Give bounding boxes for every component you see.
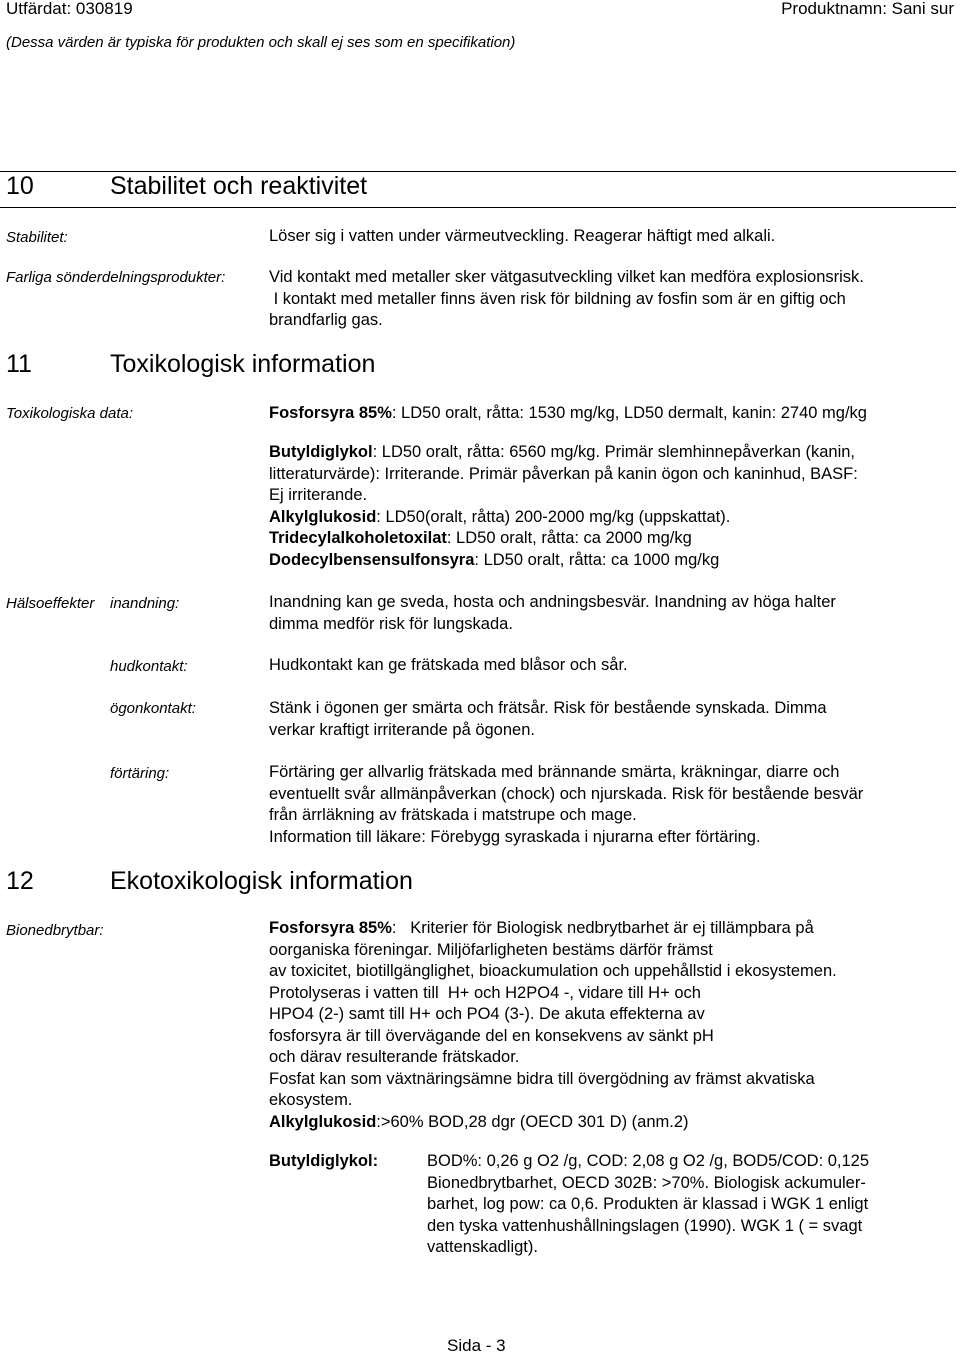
stability-label: Stabilitet:: [6, 229, 68, 246]
section-12-number: 12: [6, 867, 34, 895]
eco-line: ekosystem.: [269, 1091, 353, 1109]
substance-value: : Kriterier för Biologisk nedbrytbarhet är ej tillämpbara på: [391, 919, 814, 937]
substance-name: Butyldiglykol: [269, 443, 373, 461]
inhalation-line: dimma medför risk för lungskada.: [269, 614, 513, 633]
inhalation-text: [269, 592, 836, 635]
tox-substances: [269, 442, 858, 571]
eye-label: ögonkontakt:: [110, 700, 196, 717]
section-11-number: 11: [6, 350, 32, 378]
substance-value: : LD50 oralt, råtta: 1530 mg/kg, LD50 dermalt, kanin: 2740 mg/kg: [391, 404, 867, 422]
hazard-line: I kontakt med metaller finns även risk för bildning av fosfin som är en giftig och: [269, 289, 846, 308]
skin-label: hudkontakt:: [110, 658, 188, 675]
hazard-text: [269, 267, 864, 332]
section-10-number: 10: [6, 172, 34, 200]
eco-line: HPO4 (2-) samt till H+ och PO4 (3-). De akuta effekterna av: [269, 1005, 705, 1023]
substance-name: Tridecylalkoholetoxilat: [269, 529, 447, 547]
eco-line: oorganiska föreningar. Miljöfarligheten bestäms därför främst: [269, 940, 713, 959]
substance-name: Dodecylbensensulfonsyra: [269, 550, 475, 569]
eco-butyl-line: den tyska vattenhushållningslagen (1990). WGK 1 ( = svagt: [427, 1216, 863, 1235]
eye-line: Stänk i ögonen ger smärta och frätsår. Risk för bestående synskada. Dimma: [269, 699, 827, 717]
section-12-title: Ekotoxikologisk information: [110, 867, 413, 895]
disclaimer: (Dessa värden är typiska för produkten och skall ej ses som en specifikation): [6, 34, 516, 51]
eco-butyl-line: Bionedbrytbarhet, OECD 302B: >70%. Biologisk ackumuler-: [427, 1173, 866, 1192]
substance-value: : LD50(oralt, råtta) 200-2000 mg/kg (uppskattat).: [376, 507, 731, 526]
inhalation-label: inandning:: [110, 595, 180, 612]
ingestion-label: förtäring:: [110, 765, 170, 782]
hazard-line: brandfarlig gas.: [269, 311, 383, 329]
section-10-bottom-rule: [0, 207, 956, 208]
substance-value: : LD50 oralt, råtta: ca 1000 mg/kg: [474, 550, 720, 569]
substance-value: : LD50 oralt, råtta: ca 2000 mg/kg: [446, 529, 692, 547]
ingestion-line: från ärrläkning av frätskada i matstrupe och mage.: [269, 806, 637, 824]
eco-butyl-line: BOD%: 0,26 g O2 /g, COD: 2,08 g O2 /g, BOD5/COD: 0,125: [427, 1152, 870, 1170]
eye-text: [269, 698, 827, 741]
eco-fosforsyra-text: [269, 918, 837, 1133]
eco-line: fosforsyra är till övervägande del en konsekvens av sänkt pH: [269, 1026, 714, 1045]
substance-name: Alkylglukosid: [269, 507, 377, 526]
substance-value: litteraturvärde): Irriterande. Primär påverkan på kanin ögon och kaninhud, BASF:: [269, 464, 858, 483]
ingestion-line: eventuellt svår allmänpåverkan (chock) och njurskada. Risk för bestående besvär: [269, 784, 864, 803]
hazard-label: Farliga sönderdelningsprodukter:: [6, 269, 226, 286]
ingestion-line: Förtäring ger allvarlig frätskada med brännande smärta, kräkningar, diarre och: [269, 763, 840, 781]
substance-value: :>60% BOD,28 dgr (OECD 301 D) (anm.2): [376, 1112, 689, 1131]
stability-text: Löser sig i vatten under värmeutveckling. Reagerar häftigt med alkali.: [269, 227, 776, 245]
skin-text: Hudkontakt kan ge frätskada med blåsor och sår.: [269, 656, 628, 674]
eco-butyl-text: [427, 1151, 869, 1259]
eco-line: Protolyseras i vatten till H+ och H2PO4 -, vidare till H+ och: [269, 983, 701, 1002]
eco-line: och därav resulterande frätskador.: [269, 1048, 520, 1066]
eco-butyl-line: vattenskadligt).: [427, 1238, 538, 1256]
eco-line: av toxicitet, biotillgänglighet, bioackumulation och uppehållstid i ekosystemen.: [269, 962, 837, 980]
section-11-title: Toxikologisk information: [110, 350, 376, 378]
substance-name: Alkylglukosid: [269, 1112, 377, 1131]
ingestion-line: Information till läkare: Förebygg syraskada i njurarna efter förtäring.: [269, 827, 761, 846]
substance-name: Fosforsyra 85%: [269, 919, 392, 937]
section-10-title: Stabilitet och reaktivitet: [110, 172, 368, 200]
eco-butyl-name: Butyldiglykol:: [269, 1152, 379, 1170]
hazard-line: Vid kontakt med metaller sker vätgasutveckling vilket kan medföra explosionsrisk.: [269, 268, 864, 286]
substance-name: Fosforsyra 85%: [269, 404, 392, 422]
substance-value: : LD50 oralt, råtta: 6560 mg/kg. Primär slemhinnepåverkan (kanin,: [372, 443, 855, 461]
inhalation-line: Inandning kan ge sveda, hosta och andningsbesvär. Inandning av höga halter: [269, 593, 836, 611]
page-number: Sida - 3: [447, 1336, 506, 1355]
product-name: Produktnamn: Sani sur: [781, 0, 954, 18]
biodegradable-label: Bionedbrytbar:: [6, 922, 104, 939]
tox-data-label: Toxikologiska data:: [6, 405, 134, 422]
eco-line: Fosfat kan som växtnäringsämne bidra till övergödning av främst akvatiska: [269, 1069, 815, 1088]
ingestion-text: [269, 762, 863, 848]
eco-butyl-line: barhet, log pow: ca 0,6. Produkten är klassad i WGK 1 enligt: [427, 1195, 869, 1213]
eye-line: verkar kraftigt irriterande på ögonen.: [269, 720, 535, 739]
substance-value: Ej irriterande.: [269, 486, 368, 504]
fosforsyra-tox: [269, 403, 867, 425]
issued-date: Utfärdat: 030819: [6, 0, 133, 18]
health-effects-label: Hälsoeffekter: [6, 595, 95, 612]
